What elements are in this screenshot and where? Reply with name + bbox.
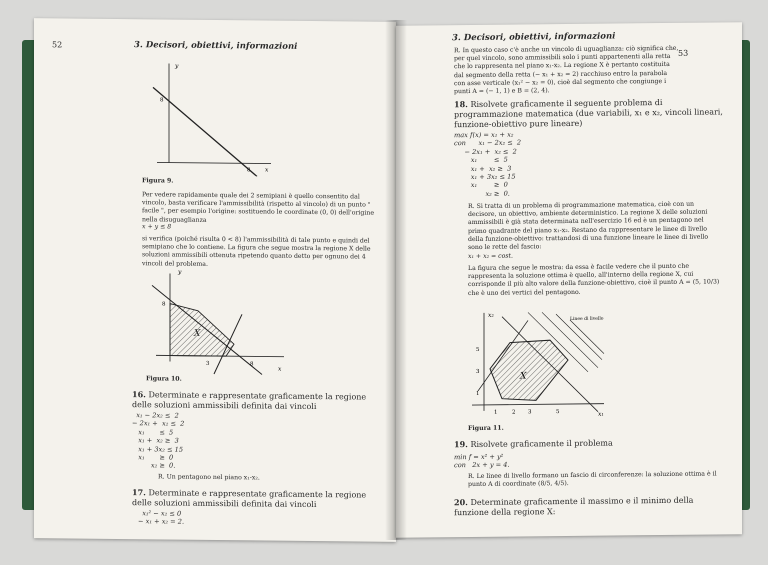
y-axis-label: y (175, 62, 179, 70)
x-axis-label: x (278, 365, 282, 373)
constraint-system: x₁ − 2x₂ ≤ 2 − 2x₁ + x₂ ≤ 2 x₁ ≤ 5 x₁ + x₂ ≥ 3 x₁ + 3x₂ ≤ 15 x₁ ≥ 0 x₂ ≥ 0. (132, 411, 185, 471)
figure-11 (458, 306, 608, 420)
inequality: x + y ≤ 8 (142, 223, 172, 231)
left-page (34, 18, 396, 542)
tick-label: 3 (206, 360, 210, 367)
paragraph: si verifica (poiché risulta 0 < 8) l'ammissibilità di tale punto e quindi del semipiano che lo contiene. La figura che segue mostra la regione X delle soluzioni ammissibili ottenuta ripetendo quanto detto per ognuno dei 4 vincoli del problema. (142, 235, 371, 268)
book-gutter (385, 20, 407, 540)
feasible-region (170, 304, 234, 357)
tick-label: 1 (494, 409, 498, 416)
exercise-number: 19. (454, 439, 468, 450)
running-header: 3. Decisori, obiettivi, informazioni (452, 31, 616, 44)
figure-caption: Figura 10. (146, 375, 182, 383)
answer: R. In questo caso c'è anche un vincolo di uguaglianza: ciò significa che, per quel vincolo, sono ammissibili solo i punti appartenenti alla retta che lo rappresenta nel piano x₁-x₂. La regione X è pertanto costituita dal segmento della retta (− x₁ + x₂ = 2) racchiuso entro la parabola con asse verticale (x₁² − x₂ = 0), cioè dal segmento che congiunge i punti A = (− 1, 1) e B = (2, 4). (454, 44, 679, 96)
x-axis (472, 404, 604, 405)
tick-label: 5 (556, 409, 560, 416)
figure-10 (142, 265, 292, 377)
exercise-number: 20. (454, 497, 468, 508)
answer: La figura che segue le mostra: da essa è facile vedere che il punto che rappresenta la soluzione ottima è quello, all'interno della regione X, cui corrisponde il più alto valore della funzione-obiettivo, cioè il punto A = (5, 10/3) che è uno dei vertici del pentagono. (468, 262, 720, 297)
exercise-text: Risolvete graficamente il seguente problema di programmazione matematica (due variabili, x₁ e x₂, vincoli lineari, funzione-obiettivo pure lineare) (454, 98, 723, 130)
x-axis-label: x₁ (598, 410, 604, 418)
tick-label: 8 (162, 301, 166, 308)
right-page (396, 22, 742, 538)
exercise-19 (454, 436, 724, 450)
region-label: X (520, 371, 527, 382)
tick-label: 5 (476, 346, 480, 353)
exercise-text: Determinate graficamente il massimo e il minimo della funzione della regione X: (454, 495, 694, 518)
y-axis-label: y (178, 268, 182, 276)
figure-9 (139, 57, 279, 176)
tick-label: 2 (512, 409, 516, 416)
page-number: 53 (678, 48, 689, 58)
exercise-18 (454, 96, 724, 130)
constraint-system: x₁² − x₂ ≤ 0 − x₁ + x₂ = 2. (138, 509, 185, 527)
x-axis-label: x (265, 166, 269, 174)
tick-label: 3 (528, 409, 532, 416)
exercise-20 (454, 494, 724, 518)
answer: R. Un pentagono nel piano x₁-x₂. (158, 473, 260, 482)
exercise-number: 18. (454, 99, 468, 110)
figure-caption: Figura 11. (468, 424, 504, 433)
tick-label: 1 (476, 390, 480, 397)
exercise-16 (132, 389, 382, 413)
problem-statement: min f = x² + y² con 2x + y = 4. (454, 452, 510, 470)
exercise-17 (132, 487, 382, 511)
tick-label: 3 (476, 368, 480, 375)
tick-label: 8 (160, 97, 164, 104)
constraint-system: max f(x) = x₁ + x₂ con x₁ − 2x₂ ≤ 2 − 2x₁ + x₂ ≤ 2 x₁ ≤ 5 x₁ + x₂ ≥ 3 x₁ + 3x₂ ≤ 15 x₁ ≥ 0 x₂ ≥ 0. (454, 130, 522, 198)
exercise-text: Determinate e rappresentate graficamente la regione delle soluzioni ammissibili definita dai vincoli (132, 488, 367, 510)
exercise-text: Risolvete graficamente il problema (470, 438, 613, 450)
y-axis-label: x₂ (488, 311, 494, 319)
level-lines-note: Linee di livello (570, 316, 604, 322)
region-label: X (194, 328, 201, 339)
running-header: 3. Decisori, obiettivi, informazioni (134, 40, 298, 52)
exercise-number: 16. (132, 389, 146, 400)
page-number: 52 (52, 40, 63, 50)
exercise-number: 17. (132, 487, 146, 498)
tick-label: 8 (250, 361, 254, 368)
level-line (570, 320, 604, 354)
answer: R. Si tratta di un problema di programmazione matematica, cioè con un decisore, un obiettivo, ambiente deterministico. La regione X delle soluzioni ammissibili è già stata determinata nell'esercizio 16 ed è un pentagono nel primo quadrante del piano x₁-x₂. Restano da rappresentare le linee di livello della funzione-obiettivo: trattandosi di una funzione lineare le linee di livello sono le rette del fascio: (468, 200, 709, 252)
tick-label: 8 (247, 167, 251, 174)
figure-caption: Figura 9. (142, 177, 174, 185)
answer: R. Le linee di livello formano un fascio di circonferenze: la soluzione ottima è il punto A di coordinate (8/5, 4/5). (468, 470, 717, 489)
level-line-equation: x₁ + x₂ = cost. (468, 252, 513, 261)
exercise-text: Determinate e rappresentate graficamente la regione delle soluzioni ammissibili definita dai vincoli (132, 390, 367, 412)
x-axis (157, 162, 271, 163)
paragraph: Per vedere rapidamente quale dei 2 semipiani è quello consentito dal vincolo, basta verificare l'ammissibilità (rispetto al vincolo) di un punto " facile ", per esempio l'origine: sostituendo le coordinate (0, 0) dell'origine nella disuguaglianza (142, 191, 374, 224)
